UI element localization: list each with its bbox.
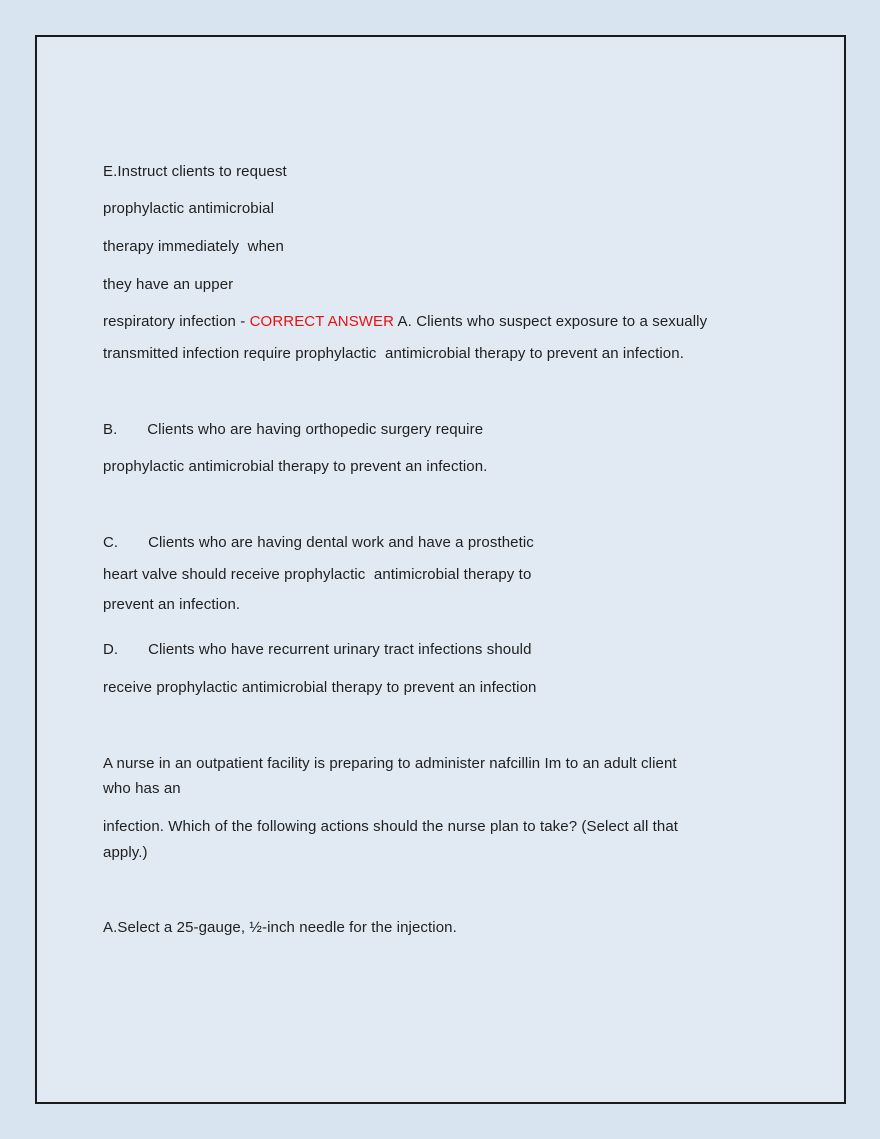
option-c-line: heart valve should receive prophylactic antimicrobial therapy to xyxy=(103,566,532,583)
answer-prefix: respiratory infection - xyxy=(103,313,250,330)
option-b-line: prophylactic antimicrobial therapy to prevent an infection. xyxy=(103,458,488,475)
option-d-line: D. Clients who have recurrent urinary tract infections should xyxy=(103,641,532,658)
question-line: they have an upper xyxy=(103,276,234,293)
answer-line xyxy=(103,309,707,335)
answer-continuation: transmitted infection require prophylactic antimicrobial therapy to prevent an infection. xyxy=(103,345,684,362)
correct-answer-marker: CORRECT ANSWER xyxy=(249,313,395,330)
question-line: therapy immediately when xyxy=(103,238,284,255)
document-page xyxy=(35,35,846,1104)
option-b-line: B. Clients who are having orthopedic surgery require xyxy=(103,421,484,438)
option-c-line: prevent an infection. xyxy=(103,596,241,613)
next-question-line: infection. Which of the following actions should the nurse plan to take? (Select all that xyxy=(103,818,679,835)
next-option-a-line: A.Select a 25-gauge, ½-inch needle for the injection. xyxy=(103,919,457,936)
next-question-line: A nurse in an outpatient facility is preparing to administer nafcillin Im to an adult client xyxy=(103,755,677,772)
next-question-line: apply.) xyxy=(103,844,148,861)
next-question-line: who has an xyxy=(103,780,181,797)
option-d-line: receive prophylactic antimicrobial therapy to prevent an infection xyxy=(103,679,537,696)
question-line: E.Instruct clients to request xyxy=(103,163,287,180)
answer-suffix: A. Clients who suspect exposure to a sexually xyxy=(394,313,708,330)
option-c-line: C. Clients who are having dental work and have a prosthetic xyxy=(103,534,534,551)
question-line: prophylactic antimicrobial xyxy=(103,200,275,217)
